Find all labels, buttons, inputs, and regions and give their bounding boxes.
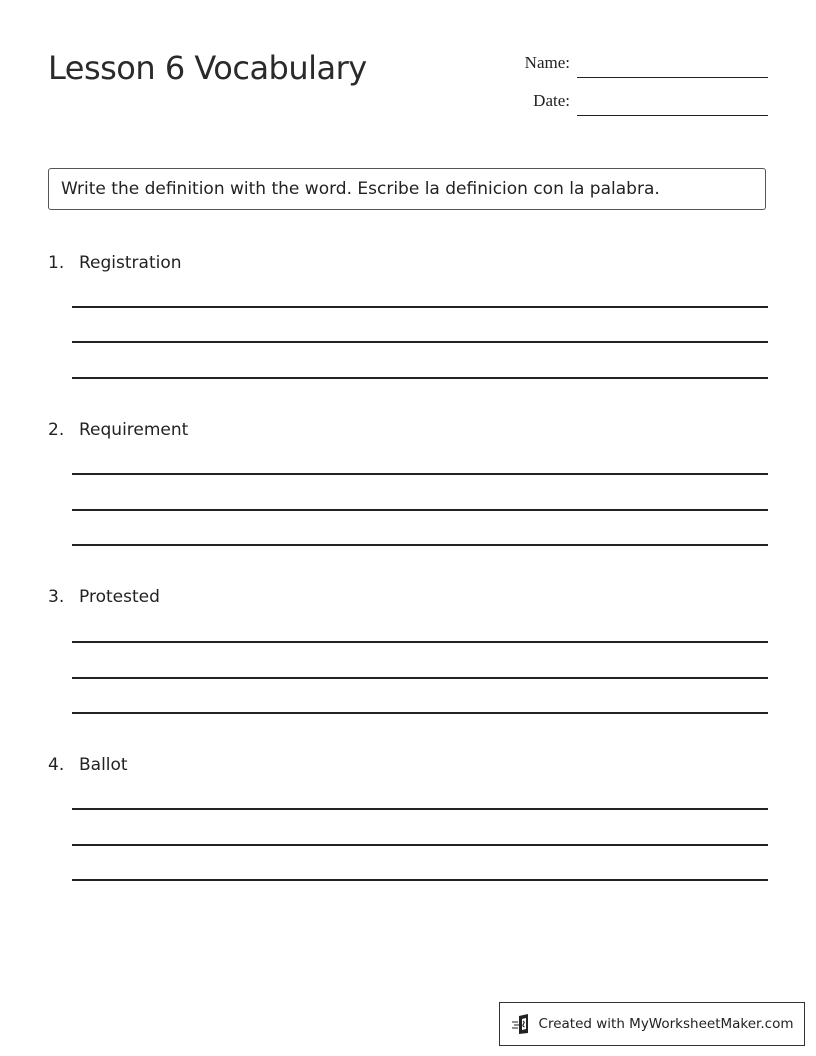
answer-line[interactable] — [72, 544, 768, 546]
footer-text[interactable]: Created with MyWorksheetMaker.com — [538, 1016, 794, 1032]
answer-line[interactable] — [72, 712, 768, 714]
answer-line[interactable] — [72, 677, 768, 679]
question-word: Registration — [79, 253, 182, 273]
date-field[interactable] — [500, 86, 768, 116]
question-number: 3. — [48, 587, 65, 607]
instructions-box: Write the definition with the word. Escribe la definicion con la palabra. — [48, 168, 766, 210]
answer-line[interactable] — [72, 377, 768, 379]
page-title: Lesson 6 Vocabulary — [48, 49, 367, 87]
date-label: Date: — [533, 91, 570, 110]
answer-line[interactable] — [72, 341, 768, 343]
question-number: 4. — [48, 755, 65, 775]
name-label: Name: — [524, 53, 570, 72]
worksheet-maker-logo-icon — [511, 1013, 533, 1035]
question-number: 1. — [48, 253, 65, 273]
question-word: Requirement — [79, 420, 189, 440]
answer-line[interactable] — [72, 306, 768, 308]
answer-line[interactable] — [72, 509, 768, 511]
name-field[interactable] — [500, 48, 768, 78]
answer-line[interactable] — [72, 879, 768, 881]
answer-line[interactable] — [72, 808, 768, 810]
answer-line[interactable] — [72, 473, 768, 475]
question-word: Protested — [79, 587, 160, 607]
date-line[interactable] — [577, 115, 768, 116]
name-line[interactable] — [577, 77, 768, 78]
question-number: 2. — [48, 420, 65, 440]
answer-line[interactable] — [72, 844, 768, 846]
answer-line[interactable] — [72, 641, 768, 643]
footer-credit[interactable] — [499, 1002, 805, 1046]
question-word: Ballot — [79, 755, 128, 775]
